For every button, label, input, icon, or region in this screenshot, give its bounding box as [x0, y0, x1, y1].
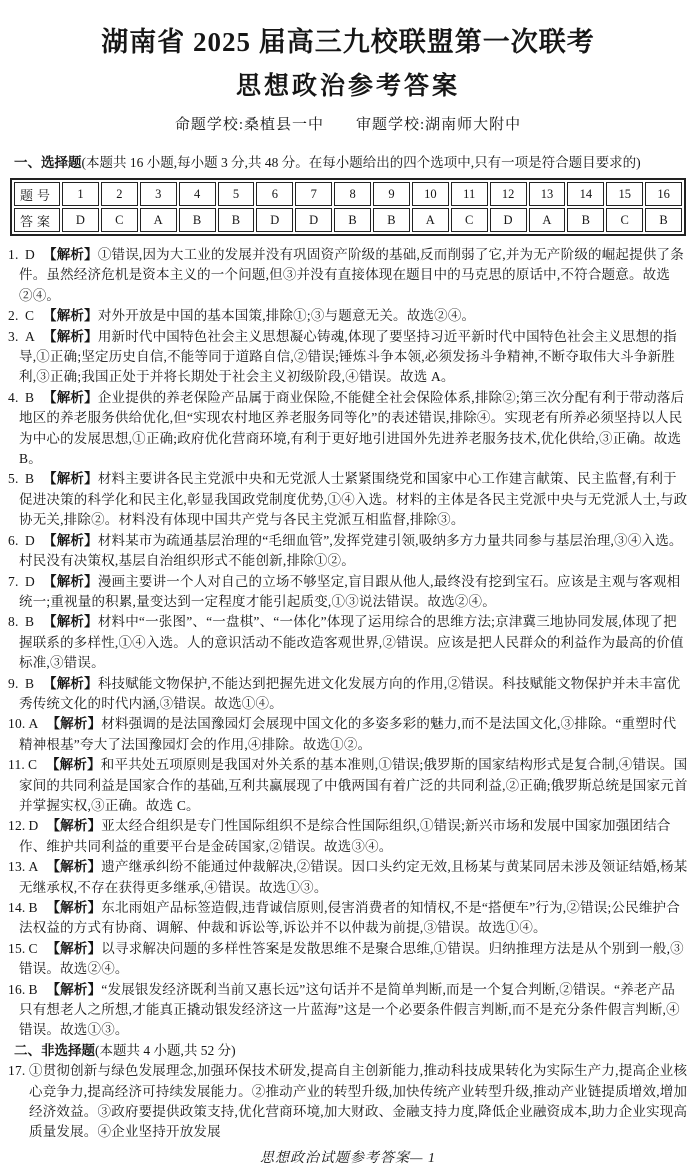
- explanation-item-1: [8, 245, 688, 306]
- exam-answer-page: [0, 24, 699, 1166]
- answer-letter: A: [25, 328, 35, 344]
- analysis-label: 【解析】: [46, 859, 102, 875]
- answer-cell: B: [218, 208, 255, 232]
- answer-letter: B: [28, 981, 38, 997]
- analysis-text: 材料某市为疏通基层治理的“毛细血管”,发挥党建引领,吸纳多方力量共同参与基层治理,③④入选。村民没有决策权,基层自治组织形式不能创新,排除①②。: [19, 532, 683, 569]
- analysis-label: 【解析】: [43, 614, 98, 630]
- explanation-item-6: [8, 531, 688, 572]
- answer-letter: B: [28, 900, 38, 915]
- answer-cell: B: [179, 208, 216, 232]
- answer-letter: B: [25, 471, 35, 487]
- section-free-heading-rest: (本题共 4 小题,共 52 分): [95, 1042, 236, 1058]
- question-number: 17.: [8, 1063, 26, 1079]
- question-number-cell: 4: [179, 182, 216, 206]
- explanation-item-13: [8, 857, 688, 898]
- explanation-item-2: [8, 306, 688, 326]
- answer-letter: D: [25, 573, 35, 589]
- answer-letter: D: [25, 247, 35, 262]
- explanation-item-15: [8, 939, 688, 980]
- answer-cell: A: [529, 208, 566, 232]
- question-number: 11.: [8, 757, 25, 773]
- analysis-text: 亚太经合组织是专门性国际组织不是综合性国际组织,①错误;新兴市场和发展中国家加强团结合作、维护共同利益的重要平台是金砖国家,②错误。故选③④。: [19, 818, 671, 854]
- question-number-cell: 11: [451, 182, 488, 206]
- question-number-cell: 3: [140, 182, 177, 206]
- analysis-text: 材料中“一张图”、“一盘棋”、“一体化”体现了运用综合的思维方法;京津冀三地协同发展,体现了把握联系的多样性,①④入选。人的意识活动不能改造客观世界,②错误。应该是把人民群众的利益作为最高的价值标准,③错误。: [19, 614, 684, 671]
- answer-letter: A: [28, 716, 39, 732]
- section-choice-heading-bold: 一、选择题: [14, 155, 82, 170]
- analysis-text: “发展银发经济既利当前又惠长远”这句话并不是简单判断,而是一个复合判断,②错误。“养老产品只有想老人之所想,才能真正撬动银发经济这一片蓝海”这是一个必要条件假言判断,而不是充分条件假言判断,④错误。故选①③。: [19, 981, 680, 1038]
- row-label-answer: 答案: [14, 208, 60, 232]
- question-number-cell: 1: [62, 182, 99, 206]
- question-number: 14.: [8, 900, 26, 915]
- analysis-text: 科技赋能文物保护,不能达到把握先进文化发展方向的作用,②错误。科技赋能文物保护并未丰富优秀传统文化的时代内涵,③错误。故选①④。: [19, 675, 681, 711]
- section-choice-heading: [14, 153, 688, 172]
- answer-cell: C: [606, 208, 643, 232]
- explanation-item-7: [8, 572, 688, 613]
- question-number: 2.: [8, 308, 19, 324]
- question-number: 16.: [8, 981, 26, 997]
- question-number-cell: 14: [567, 182, 604, 206]
- question-number-cell: 16: [645, 182, 682, 206]
- analysis-label: 【解析】: [46, 818, 102, 834]
- question-number: 10.: [8, 716, 26, 732]
- analysis-text: 遗产继承纠纷不能通过仲裁解决,②错误。因口头约定无效,且杨某与黄某同居未涉及领证结婚,杨某无继承权,不存在获得更多继承,④错误。故选①③。: [19, 859, 688, 895]
- analysis-label: 【解析】: [43, 389, 98, 405]
- page-title: 湖南省 2025 届高三九校联盟第一次联考: [101, 27, 595, 57]
- analysis-text: 用新时代中国特色社会主义思想凝心铸魂,体现了要坚持习近平新时代中国特色社会主义思想的指导,①正确;坚定历史自信,不能等同于道路自信,②错误;锤炼斗争本领,必须发扬斗争精神,不断夺取伟大斗争新胜利,③正确;我国正处于并将长期处于社会主义初级阶段,④错误。故选 A。: [19, 328, 677, 385]
- answer-letter: B: [25, 614, 35, 630]
- explanation-item-9: [8, 674, 688, 715]
- analysis-text: 以寻求解决问题的多样性答案是发散思维不是聚合思维,①错误。归纳推理方法是从个别到一般,③错误。故选②④。: [19, 940, 684, 977]
- section-free-heading-bold: 二、非选择题: [14, 1042, 95, 1058]
- analysis-label: 【解析】: [46, 716, 102, 732]
- analysis-text: 材料强调的是法国豫园灯会展现中国文化的多姿多彩的魅力,而不是法国文化,③排除。“重塑时代精神根基”夸大了法国豫园灯会的作用,④排除。故选①②。: [19, 716, 677, 752]
- analysis-label: 【解析】: [43, 573, 98, 589]
- question-17-text: ①贯彻创新与绿色发展理念,加强环保技术研发,提高自主创新能力,推动科技成果转化为实际生产力,提高企业核心竞争力,提高经济可持续发展能力。②推动产业的转型升级,加快传统产业转型升级,推动产业链提质增效,增加经济效益。③政府要提供政策支持,优化营商环境,加大财政、金融支持力度,降低企业融资成本,助力企业实现高质量发展。④企业坚持开放发展: [29, 1063, 688, 1140]
- answer-letter: B: [25, 389, 35, 405]
- analysis-label: 【解析】: [43, 532, 98, 548]
- question-number: 7.: [8, 573, 19, 589]
- explanation-item-12: [8, 816, 688, 857]
- question-number: 5.: [8, 471, 19, 487]
- question-17-answer: [8, 1061, 688, 1143]
- analysis-label: 【解析】: [43, 308, 98, 324]
- answer-cell: B: [645, 208, 682, 232]
- analysis-text: 和平共处五项原则是我国对外关系的基本准则,①错误;俄罗斯的国家结构形式是复合制,④错误。国家间的共同利益是国家合作的基础,互利共赢展现了中俄两国有着广泛的共同利益,②正确;俄罗斯总统是国家元首并掌握实权,③正确。故选 C。: [19, 757, 688, 813]
- analysis-text: 对外开放是中国的基本国策,排除①;③与题意无关。故选②④。: [97, 308, 476, 324]
- answer-cell: D: [62, 208, 99, 232]
- question-number-cell: 12: [490, 182, 527, 206]
- section-choice-heading-rest: (本题共 16 小题,每小题 3 分,共 48 分。在每小题给出的四个选项中,只有一项是符合题目要求的): [81, 155, 641, 170]
- analysis-label: 【解析】: [46, 981, 102, 997]
- explanation-item-11: [8, 755, 688, 816]
- school-line: 命题学校:桑植县一中 审题学校:湖南师大附中: [174, 117, 522, 133]
- question-number: 6.: [8, 532, 19, 548]
- answer-cell: C: [101, 208, 138, 232]
- question-number-cell: 2: [101, 182, 138, 206]
- answer-letter: B: [25, 675, 35, 691]
- explanation-item-16: [8, 980, 688, 1041]
- question-number-cell: 9: [373, 182, 410, 206]
- question-number: 1.: [8, 247, 19, 262]
- question-number: 15.: [8, 940, 26, 956]
- question-number-cell: 13: [529, 182, 566, 206]
- answer-letter: C: [28, 940, 38, 956]
- answer-table-number-row: [14, 182, 682, 206]
- question-number-cell: 5: [218, 182, 255, 206]
- page-footer: 思想政治试题参考答案— 1: [260, 1150, 436, 1166]
- answer-cell: A: [140, 208, 177, 232]
- question-number: 8.: [8, 614, 19, 630]
- analysis-label: 【解析】: [45, 757, 101, 773]
- question-number: 3.: [8, 328, 19, 344]
- explanation-item-14: [8, 898, 688, 939]
- answer-cell: B: [567, 208, 604, 232]
- analysis-label: 【解析】: [46, 900, 102, 915]
- answer-cell: D: [256, 208, 293, 232]
- analysis-label: 【解析】: [43, 675, 98, 691]
- row-label-question: 题号: [14, 182, 60, 206]
- question-number-cell: 7: [295, 182, 332, 206]
- explanation-item-10: [8, 714, 688, 755]
- answer-cell: B: [334, 208, 371, 232]
- analysis-text: 企业提供的养老保险产品属于商业保险,不能健全社会保险体系,排除②;第三次分配有利于带动落后地区的养老服务供给优化,但“实现农村地区养老服务同等化”的表述错误,排除④。实现老有所养必须坚持以人民为中心的发展思想,①正确;政府优化营商环境,有利于更好地引进国外先进养老服务技术,优化供给,③正确。故选 B。: [19, 389, 685, 467]
- answer-cell: D: [295, 208, 332, 232]
- analysis-text: 漫画主要讲一个人对自己的立场不够坚定,盲目跟从他人,最终没有挖到宝石。应该是主观与客观相统一;重视量的积累,量变达到一定程度才能引起质变,①③说法错误。故选②④。: [19, 573, 681, 609]
- explanations-list: [8, 245, 688, 1041]
- section-free-heading: [14, 1041, 688, 1061]
- question-number: 13.: [8, 859, 26, 875]
- question-number: 12.: [8, 818, 26, 834]
- explanation-item-8: [8, 612, 688, 673]
- answer-table: [10, 178, 686, 236]
- question-number-cell: 6: [256, 182, 293, 206]
- analysis-text: 材料主要讲各民主党派中央和无党派人士紧紧围绕党和国家中心工作建言献策、民主监督,有利于促进决策的科学化和民主化,彰显我国政党制度优势,①④入选。材料的主体是各民主党派中央与无党派人士,与政协无关,排除②。材料没有体现中国共产党与各民主党派互相监督,排除③。: [19, 471, 688, 528]
- analysis-text: 东北雨姐产品标签造假,违背诚信原则,侵害消费者的知情权,不是“搭便车”行为,②错误;公民维护合法权益的方式有协商、调解、仲裁和诉讼等,诉讼并不以仲裁为前提,③错误。故选①④。: [19, 900, 680, 936]
- page-subtitle: 思想政治参考答案: [235, 72, 460, 100]
- analysis-text: ①错误,因为大工业的发展并没有巩固资产阶级的基础,反而削弱了它,并为无产阶级的崛起提供了条件。虽然经济危机是资本主义的一个问题,但③并没有直接体现在题目中的马克思的原话中,不符合题意。故选②④。: [19, 247, 684, 303]
- answer-letter: A: [28, 859, 39, 875]
- answer-cell: B: [373, 208, 410, 232]
- question-number-cell: 10: [412, 182, 449, 206]
- analysis-label: 【解析】: [43, 471, 98, 487]
- answer-cell: D: [490, 208, 527, 232]
- question-number: 9.: [8, 675, 19, 691]
- answer-letter: D: [25, 532, 35, 548]
- question-number-cell: 8: [334, 182, 371, 206]
- explanation-item-5: [8, 469, 688, 530]
- answer-table-answer-row: [14, 208, 682, 232]
- explanation-item-3: [8, 327, 688, 388]
- analysis-label: 【解析】: [43, 247, 98, 262]
- answer-cell: C: [451, 208, 488, 232]
- answer-letter: D: [28, 818, 39, 834]
- analysis-label: 【解析】: [43, 328, 98, 344]
- question-number: 4.: [8, 389, 19, 405]
- explanation-item-4: [8, 388, 688, 470]
- answer-letter: C: [27, 757, 38, 773]
- answer-letter: C: [25, 308, 35, 324]
- analysis-label: 【解析】: [46, 940, 102, 956]
- answer-cell: A: [412, 208, 449, 232]
- question-number-cell: 15: [606, 182, 643, 206]
